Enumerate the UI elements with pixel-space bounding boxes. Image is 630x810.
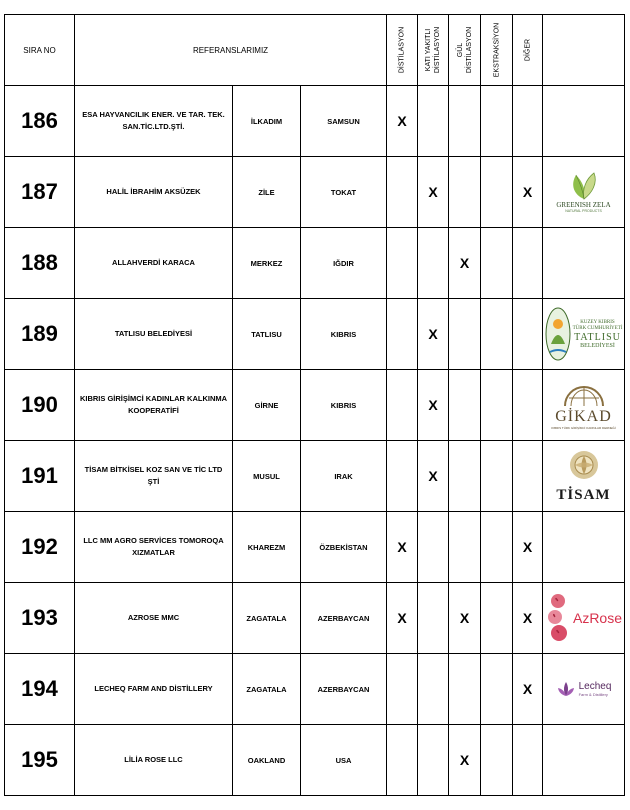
row-kati-yakitli <box>418 583 449 654</box>
table-row <box>5 299 625 370</box>
header-kati-yakitli: KATI YAKITLI DİSTİLASYON <box>418 15 449 86</box>
row-kati-yakitli: X <box>418 441 449 512</box>
row-gul <box>449 441 481 512</box>
table-row <box>5 583 625 654</box>
row-city: ÖZBEKİSTAN <box>301 512 387 583</box>
header-diger: DİĞER <box>513 15 543 86</box>
row-city: KIBRIS <box>301 370 387 441</box>
row-gul <box>449 512 481 583</box>
tisam-logo: TİSAM <box>543 441 625 512</box>
row-city: SAMSUN <box>301 86 387 157</box>
row-name: TATLISU BELEDİYESİ <box>75 299 233 370</box>
row-gul: X <box>449 725 481 796</box>
row-kati-yakitli <box>418 725 449 796</box>
header-gul-distilasyon: GÜL DİSTİLASYON <box>449 15 481 86</box>
lecheq-logo: Lecheq Farm & Distillery <box>543 654 625 725</box>
row-logo-empty <box>543 228 625 299</box>
row-distilasyon <box>387 157 418 228</box>
header-sira-no: SIRA NO <box>5 15 75 86</box>
row-ekstraksiyon <box>481 512 513 583</box>
row-ekstraksiyon <box>481 370 513 441</box>
row-kati-yakitli <box>418 86 449 157</box>
row-gul <box>449 370 481 441</box>
row-diger <box>513 228 543 299</box>
gikad-logo: GİKAD KIBRIS TÜRK GİRİŞİMCİ KADINLAR DERNEĞİ <box>543 370 625 441</box>
row-name: TİSAM BİTKİSEL KOZ SAN VE TİC LTD ŞTİ <box>75 441 233 512</box>
row-number: 188 <box>5 228 75 299</box>
flower-icon <box>564 449 604 487</box>
rose-icon <box>545 591 571 645</box>
row-diger <box>513 725 543 796</box>
azrose-logo: AzRose <box>543 583 625 654</box>
row-number: 191 <box>5 441 75 512</box>
row-distilasyon: X <box>387 512 418 583</box>
row-number: 190 <box>5 370 75 441</box>
row-distilasyon <box>387 299 418 370</box>
table-row <box>5 228 625 299</box>
row-district: TATLISU <box>233 299 301 370</box>
tatlisu-logo: KUZEY KIBRIS TÜRK CUMHURİYETİ TATLISU BELEDİYESİ <box>543 299 625 370</box>
row-ekstraksiyon <box>481 157 513 228</box>
row-name: LİLİA ROSE LLC <box>75 725 233 796</box>
row-diger <box>513 441 543 512</box>
row-name: HALİL İBRAHİM AKSÜZEK <box>75 157 233 228</box>
row-number: 195 <box>5 725 75 796</box>
row-distilasyon <box>387 725 418 796</box>
row-city: TOKAT <box>301 157 387 228</box>
row-diger <box>513 86 543 157</box>
row-kati-yakitli: X <box>418 370 449 441</box>
row-name: ESA HAYVANCILIK ENER. VE TAR. TEK. SAN.TİC.LTD.ŞTİ. <box>75 86 233 157</box>
row-logo-empty <box>543 512 625 583</box>
row-diger: X <box>513 157 543 228</box>
row-diger: X <box>513 583 543 654</box>
row-ekstraksiyon <box>481 299 513 370</box>
row-diger <box>513 299 543 370</box>
municipality-emblem-icon <box>545 306 571 362</box>
row-gul: X <box>449 228 481 299</box>
row-number: 189 <box>5 299 75 370</box>
row-district: MERKEZ <box>233 228 301 299</box>
greenish-zela-logo: GREENISH ZELA NATURAL PRODUCTS <box>543 157 625 228</box>
row-kati-yakitli: X <box>418 157 449 228</box>
row-distilasyon <box>387 370 418 441</box>
table-row <box>5 86 625 157</box>
row-distilasyon <box>387 441 418 512</box>
table-row <box>5 725 625 796</box>
row-city: IRAK <box>301 441 387 512</box>
row-district: OAKLAND <box>233 725 301 796</box>
table-row <box>5 441 625 512</box>
lotus-icon <box>556 680 576 698</box>
header-logo <box>543 15 625 86</box>
row-number: 192 <box>5 512 75 583</box>
globe-icon <box>561 380 607 408</box>
row-number: 193 <box>5 583 75 654</box>
row-ekstraksiyon <box>481 725 513 796</box>
row-distilasyon <box>387 654 418 725</box>
row-logo-empty <box>543 86 625 157</box>
table-header-row <box>5 15 625 86</box>
row-city: KIBRIS <box>301 299 387 370</box>
table-row <box>5 654 625 725</box>
row-district: MUSUL <box>233 441 301 512</box>
row-number: 187 <box>5 157 75 228</box>
row-name: KIBRIS GİRİŞİMCİ KADINLAR KALKINMA KOOPERATİFİ <box>75 370 233 441</box>
row-gul <box>449 86 481 157</box>
row-diger <box>513 370 543 441</box>
row-gul <box>449 157 481 228</box>
row-kati-yakitli: X <box>418 299 449 370</box>
row-kati-yakitli <box>418 654 449 725</box>
row-city: AZERBAYCAN <box>301 583 387 654</box>
row-district: ZAGATALA <box>233 583 301 654</box>
row-number: 194 <box>5 654 75 725</box>
row-city: IĞDIR <box>301 228 387 299</box>
row-gul <box>449 654 481 725</box>
row-district: KHAREZM <box>233 512 301 583</box>
leaf-icon <box>564 171 604 201</box>
row-district: GİRNE <box>233 370 301 441</box>
row-name: ALLAHVERDİ KARACA <box>75 228 233 299</box>
row-ekstraksiyon <box>481 86 513 157</box>
row-name: AZROSE MMC <box>75 583 233 654</box>
row-gul <box>449 299 481 370</box>
row-city: USA <box>301 725 387 796</box>
table-row <box>5 370 625 441</box>
row-district: ZİLE <box>233 157 301 228</box>
header-referanslar: REFERANSLARIMIZ <box>75 15 387 86</box>
header-ekstraksiyon: EKSTRAKSİYON <box>481 15 513 86</box>
row-distilasyon <box>387 228 418 299</box>
row-ekstraksiyon <box>481 583 513 654</box>
references-table <box>4 14 625 796</box>
row-district: İLKADIM <box>233 86 301 157</box>
row-diger: X <box>513 512 543 583</box>
row-city: AZERBAYCAN <box>301 654 387 725</box>
row-logo-empty <box>543 725 625 796</box>
row-kati-yakitli <box>418 512 449 583</box>
table-row <box>5 512 625 583</box>
row-diger: X <box>513 654 543 725</box>
row-distilasyon: X <box>387 86 418 157</box>
row-ekstraksiyon <box>481 228 513 299</box>
row-number: 186 <box>5 86 75 157</box>
row-gul: X <box>449 583 481 654</box>
row-name: LLC MM AGRO SERVİCES TOMOROQA XIZMATLAR <box>75 512 233 583</box>
row-name: LECHEQ FARM AND DİSTİLLERY <box>75 654 233 725</box>
header-distilasyon: DİSTİLASYON <box>387 15 418 86</box>
row-ekstraksiyon <box>481 441 513 512</box>
row-kati-yakitli <box>418 228 449 299</box>
row-district: ZAGATALA <box>233 654 301 725</box>
table-row <box>5 157 625 228</box>
row-ekstraksiyon <box>481 654 513 725</box>
row-distilasyon: X <box>387 583 418 654</box>
